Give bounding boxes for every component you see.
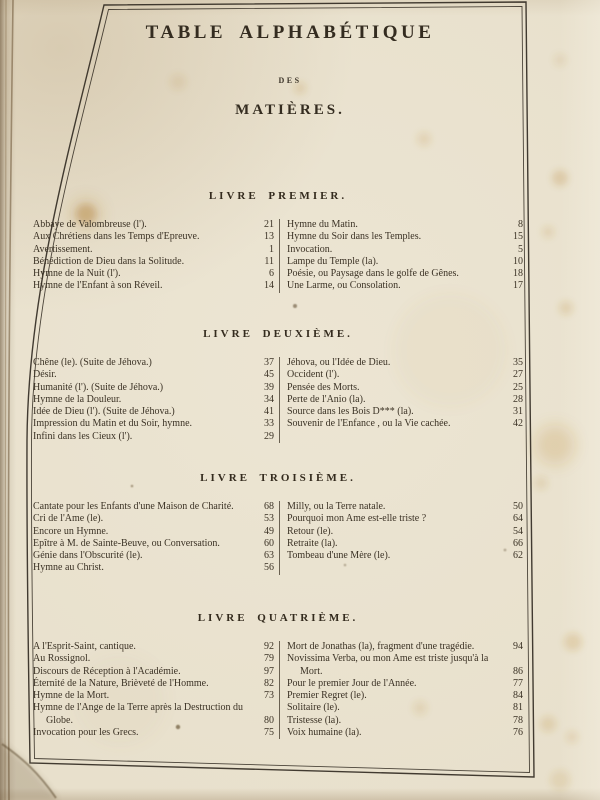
entry-title: A l'Esprit-Saint, cantique. xyxy=(33,641,136,652)
entry-page-number: 49 xyxy=(264,525,274,537)
title-connector: DES xyxy=(278,76,302,85)
entry-page-number: 29 xyxy=(264,430,274,442)
toc-entry xyxy=(33,219,279,231)
entry-page-number: 31 xyxy=(513,406,523,418)
entry-title: Poésie, ou Paysage dans le golfe de Gênes. xyxy=(287,268,459,280)
toc-entry xyxy=(33,562,279,574)
entries-column-right xyxy=(280,641,523,739)
entries-column-right xyxy=(280,357,523,443)
toc-entry xyxy=(287,653,523,678)
entry-page-number: 56 xyxy=(264,562,274,574)
toc-entry xyxy=(287,513,523,525)
toc-entry xyxy=(33,244,279,256)
toc-entry xyxy=(287,244,523,256)
entry-title: Idée de Dieu (l'). (Suite de Jéhova.) xyxy=(33,406,175,418)
entry-page-number: 37 xyxy=(264,357,274,368)
entry-title: Premier Regret (le). xyxy=(287,690,367,702)
toc-entry xyxy=(33,501,279,513)
toc-entry xyxy=(33,727,279,739)
entry-title: Hymne de la Nuit (l'). xyxy=(33,268,121,280)
entry-title: Humanité (l'). (Suite de Jéhova.) xyxy=(33,381,164,393)
entry-page-number: 54 xyxy=(513,525,523,537)
entry-page-number: 45 xyxy=(264,369,274,381)
entry-title: Jéhova, ou l'Idée de Dieu. xyxy=(287,357,391,368)
entry-page-number: 66 xyxy=(513,537,523,549)
toc-entry xyxy=(287,382,523,394)
entry-page-number: 86 xyxy=(513,665,523,677)
entry-title: Souvenir de l'Enfance , ou la Vie cachée. xyxy=(287,418,451,430)
entry-title: Milly, ou la Terre natale. xyxy=(287,501,386,512)
entry-page-number: 64 xyxy=(513,513,523,525)
entry-title: Aux Chrétiens dans les Temps d'Epreuve. xyxy=(33,231,200,243)
toc-entry xyxy=(287,256,523,268)
section-livre-quatrieme xyxy=(33,612,523,739)
entry-title: Pour le premier Jour de l'Année. xyxy=(287,677,417,689)
entry-title: Hymne de l'Enfant à son Réveil. xyxy=(33,280,163,292)
entries-column-left xyxy=(33,219,279,293)
toc-entry xyxy=(33,538,279,550)
section-heading: LIVRE QUATRIÈME. xyxy=(197,612,359,624)
entry-page-number: 81 xyxy=(513,702,523,714)
entry-page-number: 68 xyxy=(264,501,274,512)
toc-entry xyxy=(33,641,279,653)
entry-title: Hymne de la Mort. xyxy=(33,690,110,702)
entry-title: Voix humaine (la). xyxy=(287,727,362,739)
entry-page-number: 39 xyxy=(264,381,274,393)
entry-title: Avertissement. xyxy=(33,243,93,255)
entry-title: Au Rossignol. xyxy=(33,653,91,665)
page-title: TABLE ALPHABÉTIQUE xyxy=(145,22,435,43)
entry-page-number: 80 xyxy=(264,714,274,726)
toc-entry xyxy=(33,690,279,702)
entry-page-number: 13 xyxy=(264,231,274,243)
entry-page-number: 97 xyxy=(264,665,274,677)
entry-title: Encore un Hymne. xyxy=(33,525,109,537)
entry-page-number: 10 xyxy=(513,255,523,267)
entry-page-number: 17 xyxy=(513,280,523,292)
toc-entry xyxy=(33,406,279,418)
entry-title: Retour (le). xyxy=(287,525,334,537)
entry-title: Une Larme, ou Consolation. xyxy=(287,280,401,292)
entry-title: Novissima Verba, ou mon Ame est triste jusqu'à la Mort. xyxy=(287,653,489,677)
entry-title: Abbaye de Valombreuse (l'). xyxy=(33,219,147,230)
entry-page-number: 25 xyxy=(513,381,523,393)
toc-entry xyxy=(33,666,279,678)
entry-page-number: 50 xyxy=(513,501,523,512)
entry-title: Discours de Réception à l'Académie. xyxy=(33,665,181,677)
entry-title: Infini dans les Cieux (l'). xyxy=(33,430,133,442)
toc-entry xyxy=(287,702,523,714)
entry-page-number: 27 xyxy=(513,369,523,381)
entry-title: Retraite (la). xyxy=(287,537,338,549)
entry-page-number: 75 xyxy=(264,727,274,739)
entry-page-number: 41 xyxy=(264,406,274,418)
entry-page-number: 33 xyxy=(264,418,274,430)
entry-title: Occident (l'). xyxy=(287,369,340,381)
entry-page-number: 77 xyxy=(513,677,523,689)
toc-entry xyxy=(33,526,279,538)
entry-title: Perte de l'Anio (la). xyxy=(287,393,366,405)
entries-column-right xyxy=(280,219,523,293)
toc-entry xyxy=(287,727,523,739)
page-subtitle: MATIÈRES. xyxy=(235,102,345,118)
toc-entry xyxy=(33,268,279,280)
entry-title: Lampe du Temple (la). xyxy=(287,255,379,267)
toc-entry xyxy=(33,702,279,727)
entry-page-number: 84 xyxy=(513,690,523,702)
entry-title: Hymne au Christ. xyxy=(33,562,104,574)
entry-page-number: 8 xyxy=(518,219,523,230)
entry-page-number: 1 xyxy=(269,243,274,255)
toc-entry xyxy=(287,538,523,550)
entry-title: Mort de Jonathas (la), fragment d'une tragédie. xyxy=(287,641,475,652)
toc-entry xyxy=(33,418,279,430)
toc-entry xyxy=(33,369,279,381)
entry-title: Hymne du Soir dans les Temples. xyxy=(287,231,422,243)
entry-page-number: 94 xyxy=(513,641,523,652)
entry-title: Génie dans l'Obscurité (le). xyxy=(33,550,143,562)
toc-entry xyxy=(287,641,523,653)
toc-entry xyxy=(287,357,523,369)
toc-entry xyxy=(33,357,279,369)
entry-page-number: 34 xyxy=(264,393,274,405)
entry-title: Cri de l'Ame (le). xyxy=(33,513,104,525)
entry-page-number: 79 xyxy=(264,653,274,665)
toc-entry xyxy=(287,406,523,418)
entry-title: Désir. xyxy=(33,369,57,381)
entry-title: Epître à M. de Sainte-Beuve, ou Conversation. xyxy=(33,537,220,549)
toc-entry xyxy=(287,219,523,231)
toc-entry xyxy=(287,678,523,690)
entries-column-left xyxy=(33,357,279,443)
toc-entry xyxy=(33,382,279,394)
entry-title: Invocation pour les Grecs. xyxy=(33,727,139,739)
entry-page-number: 63 xyxy=(264,550,274,562)
entry-page-number: 35 xyxy=(513,357,523,368)
toc-entry xyxy=(33,678,279,690)
entry-page-number: 11 xyxy=(264,255,274,267)
entry-page-number: 6 xyxy=(269,268,274,280)
toc-entry xyxy=(33,513,279,525)
toc-entry xyxy=(287,280,523,292)
section-heading: LIVRE DEUXIÈME. xyxy=(203,328,353,340)
entry-page-number: 73 xyxy=(264,690,274,702)
toc-entry xyxy=(287,550,523,562)
toc-entry xyxy=(287,369,523,381)
entry-title: Solitaire (le). xyxy=(287,702,340,714)
entry-page-number: 5 xyxy=(518,243,523,255)
section-heading: LIVRE PREMIER. xyxy=(208,190,348,202)
entry-page-number: 21 xyxy=(264,219,274,230)
entry-title: Pensée des Morts. xyxy=(287,381,360,393)
toc-entry xyxy=(33,550,279,562)
section-heading: LIVRE TROISIÈME. xyxy=(200,472,356,484)
entry-title: Bénédiction de Dieu dans la Solitude. xyxy=(33,255,185,267)
toc-entry xyxy=(287,690,523,702)
toc-entry xyxy=(287,501,523,513)
toc-entry xyxy=(287,715,523,727)
entry-title: Chêne (le). (Suite de Jéhova.) xyxy=(33,357,152,368)
entry-title: Hymne de l'Ange de la Terre après la Destruction du Globe. xyxy=(33,702,244,726)
entry-title: Pourquoi mon Ame est-elle triste ? xyxy=(287,513,427,525)
entry-page-number: 78 xyxy=(513,714,523,726)
section-livre-premier xyxy=(33,190,523,293)
entry-page-number: 15 xyxy=(513,231,523,243)
entries-column-left xyxy=(33,501,279,575)
toc-entry xyxy=(33,280,279,292)
toc-entry xyxy=(287,526,523,538)
entry-title: Source dans les Bois D*** (la). xyxy=(287,406,414,418)
toc-entry xyxy=(33,431,279,443)
entry-page-number: 82 xyxy=(264,677,274,689)
entries-column-right xyxy=(280,501,523,575)
entry-title: Impression du Matin et du Soir, hymne. xyxy=(33,418,193,430)
toc-entry xyxy=(33,231,279,243)
entry-page-number: 60 xyxy=(264,537,274,549)
toc-entry xyxy=(287,231,523,243)
entry-title: Invocation. xyxy=(287,243,333,255)
toc-entry xyxy=(33,653,279,665)
entry-title: Hymne de la Douleur. xyxy=(33,393,122,405)
entry-page-number: 76 xyxy=(513,727,523,739)
entry-page-number: 92 xyxy=(264,641,274,652)
entry-page-number: 42 xyxy=(513,418,523,430)
toc-entry xyxy=(33,256,279,268)
toc-entry xyxy=(287,394,523,406)
entry-title: Hymne du Matin. xyxy=(287,219,358,230)
entries-column-left xyxy=(33,641,279,739)
entry-title: Cantate pour les Enfants d'une Maison de Charité. xyxy=(33,501,234,512)
toc-entry xyxy=(287,418,523,430)
entry-page-number: 53 xyxy=(264,513,274,525)
entry-title: Éternité de la Nature, Brièveté de l'Homme. xyxy=(33,677,209,689)
entry-title: Tristesse (la). xyxy=(287,714,342,726)
toc-entry xyxy=(287,268,523,280)
entry-page-number: 14 xyxy=(264,280,274,292)
section-livre-deuxieme xyxy=(33,328,523,443)
toc-entry xyxy=(33,394,279,406)
entry-page-number: 62 xyxy=(513,550,523,562)
entry-page-number: 18 xyxy=(513,268,523,280)
entry-title: Tombeau d'une Mère (le). xyxy=(287,550,391,562)
entry-page-number: 28 xyxy=(513,393,523,405)
section-livre-troisieme xyxy=(33,472,523,575)
